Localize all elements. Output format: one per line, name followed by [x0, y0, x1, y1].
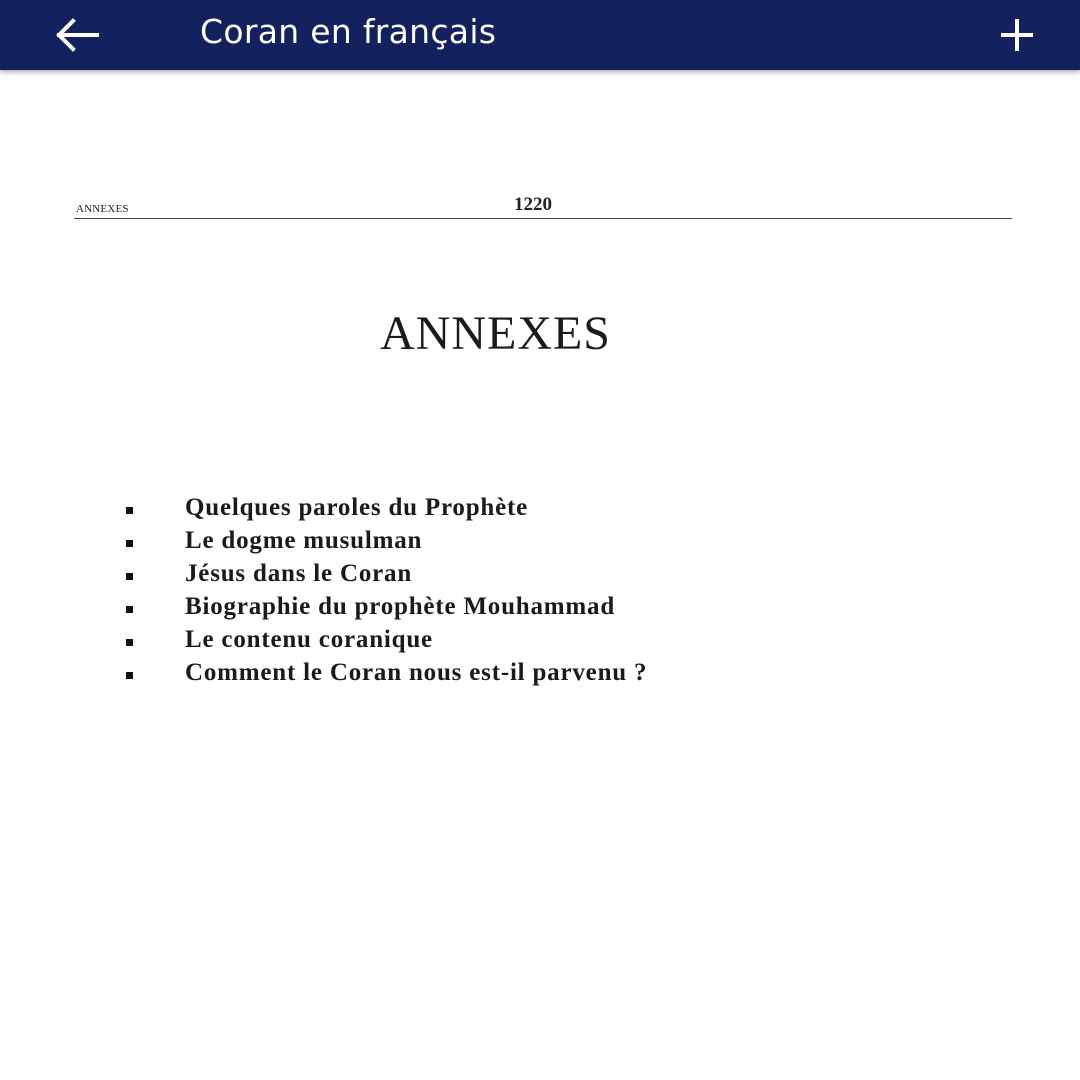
bullet-square-icon: [126, 573, 133, 580]
list-item-text: Le dogme musulman: [185, 527, 423, 554]
bullet-square-icon: [126, 672, 133, 679]
back-button[interactable]: [46, 10, 108, 60]
list-item-text: Quelques paroles du Prophète: [185, 494, 529, 521]
running-header: [74, 194, 1012, 219]
list-item-text: Le contenu coranique: [185, 626, 433, 653]
page-heading: ANNEXES: [380, 307, 611, 360]
list-item-text: Jésus dans le Coran: [185, 560, 413, 587]
list-item-text: Biographie du prophète Mouhammad: [185, 593, 616, 620]
book-page[interactable]: [0, 70, 1080, 1080]
bullet-square-icon: [126, 507, 133, 514]
bullet-square-icon: [126, 639, 133, 646]
plus-icon: [997, 15, 1037, 55]
page-number: 1220: [514, 194, 552, 215]
arrow-left-icon: [53, 17, 101, 53]
app-title: Coran en français: [200, 12, 497, 51]
app-toolbar: [0, 0, 1080, 70]
add-button[interactable]: [990, 10, 1044, 60]
bullet-square-icon: [126, 606, 133, 613]
bullet-square-icon: [126, 540, 133, 547]
list-item-text: Comment le Coran nous est-il parvenu ?: [185, 659, 648, 686]
running-header-section: ANNEXES: [76, 203, 129, 215]
